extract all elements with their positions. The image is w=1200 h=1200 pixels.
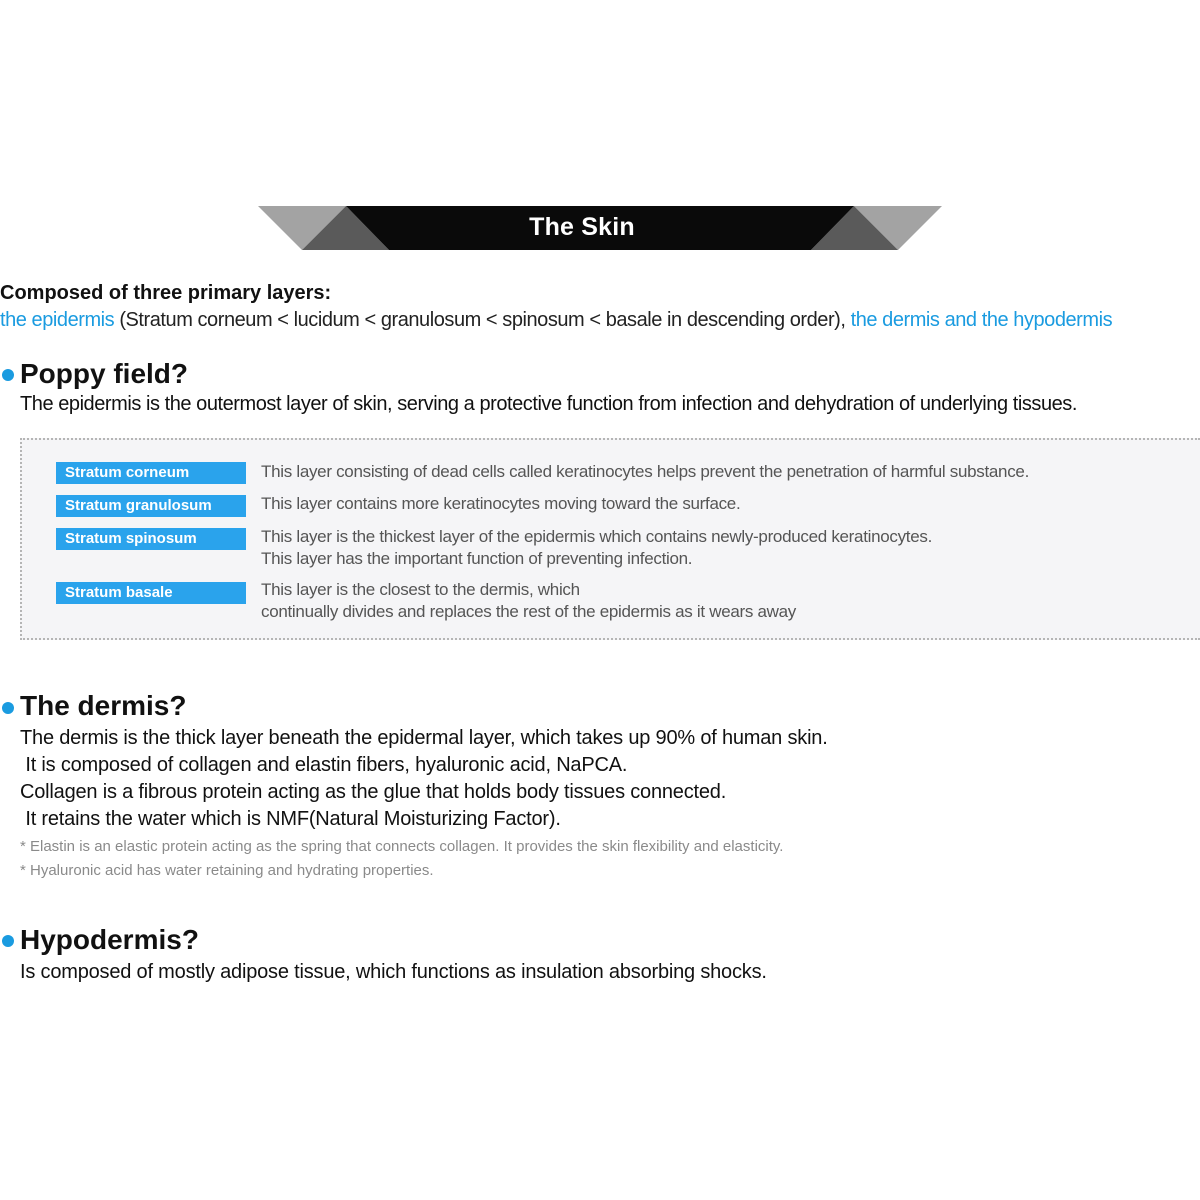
layer-tag: Stratum basale	[56, 582, 246, 604]
layer-desc: This layer has the important function of preventing infection.	[261, 549, 693, 568]
bullet-icon	[2, 369, 14, 381]
section-title-dermis: The dermis?	[20, 690, 187, 721]
layer-desc: This layer is the thickest layer of the epidermis which contains newly-produced keratinocytes.	[261, 527, 933, 546]
layer-desc: This layer contains more keratinocytes moving toward the surface.	[261, 494, 741, 513]
page-title: The Skin	[529, 213, 635, 241]
epidermis-highlight: the epidermis	[0, 309, 115, 331]
section-body-hypodermis: Is composed of mostly adipose tissue, which functions as insulation absorbing shocks.	[20, 961, 767, 983]
intro-heading: Composed of three primary layers:	[0, 282, 332, 304]
dermis-line: The dermis is the thick layer beneath the epidermal layer, which takes up 90% of human skin.	[20, 727, 828, 749]
dermis-line: It retains the water which is NMF(Natural Moisturizing Factor).	[20, 808, 561, 830]
bullet-icon	[2, 935, 14, 947]
layer-desc: This layer consisting of dead cells called keratinocytes helps prevent the penetration of harmful substance.	[261, 462, 1029, 481]
layer-tag: Stratum spinosum	[56, 528, 246, 550]
layer-desc: continually divides and replaces the rest of the epidermis as it wears away	[261, 602, 797, 621]
dermis-line: Collagen is a fibrous protein acting as the glue that holds body tissues connected.	[20, 781, 727, 803]
dermis-hypodermis-highlight: the dermis and the hypodermis	[850, 309, 1113, 331]
layer-desc: This layer is the closest to the dermis, which	[261, 580, 580, 599]
dermis-note: * Elastin is an elastic protein acting as the spring that connects collagen. It provides the skin flexibility and elasticity.	[20, 838, 784, 855]
section-body-epidermis: The epidermis is the outermost layer of skin, serving a protective function from infection and dehydration of underlying tissues.	[20, 393, 1077, 415]
layer-tag: Stratum corneum	[56, 462, 246, 484]
dermis-note: * Hyaluronic acid has water retaining and hydrating properties.	[20, 862, 434, 879]
epidermis-detail: (Stratum corneum < lucidum < granulosum < spinosum < basale in descending order),	[114, 309, 851, 331]
bullet-icon	[2, 702, 14, 714]
epidermis-layers-box	[20, 438, 1200, 640]
dermis-line: It is composed of collagen and elastin fibers, hyaluronic acid, NaPCA.	[20, 754, 628, 776]
title-banner	[258, 206, 942, 250]
section-title-hypodermis: Hypodermis?	[20, 924, 199, 955]
layer-tag: Stratum granulosum	[56, 495, 246, 517]
section-title-epidermis: Poppy field?	[20, 358, 188, 389]
intro-layers-line	[0, 309, 1112, 332]
